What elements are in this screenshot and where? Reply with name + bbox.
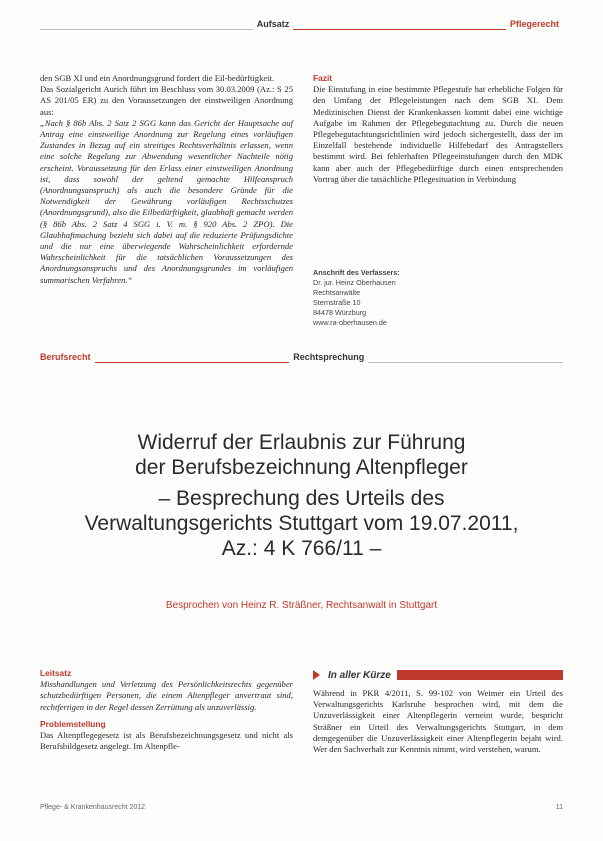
- leitsatz-heading: Leitsatz: [40, 668, 72, 678]
- author-line: Sternstraße 10: [313, 298, 361, 307]
- upper-left-column: [40, 73, 293, 286]
- paragraph: den SGB XI und ein Anordnungsgrund fordert die Eil-bedürftigkeit.: [40, 73, 275, 83]
- subtitle-line: Verwaltungsgerichts Stuttgart vom 19.07.2011,: [84, 512, 519, 535]
- paragraph: Das Sozialgericht Aurich führt im Beschluss vom 30.03.2009 (Az.: S 25 AS 201/05 ER) zu den Voraussetzungen der einstweiligen Anordnung aus:: [40, 84, 293, 117]
- kurz-paragraph: Während in PKR 4/2011, S. 99-102 von Weimer ein Urteil des Verwaltungsgerichts Karlsruhe besprochen wird, mit dem die Unzuverlässigkeit einer Altenpflegerin verneint wurde, bespricht Sträßner ein Urteil des Verwaltungsgerichts Stuttgart, in dem demgegenüber die Unzuverlässigkeit einer Altenpflegerin bejaht wird. Wer den Sachverhalt zur Kenntnis nimmt, wird verstehen, warum.: [313, 688, 563, 755]
- author-heading: Anschrift des Verfassers:: [313, 268, 400, 277]
- author-line: 84478 Würzburg: [313, 308, 367, 317]
- section-tag-rechtsprechung: Rechtsprechung: [293, 352, 365, 362]
- arrow-icon: [313, 670, 320, 680]
- fazit-text: Die Einstufung in eine bestimmte Pflegestufe hat erhebliche Folgen für den Umfang der Pflegeleistungen nach dem SGB XI. Dem Medizinischen Dienst der Krankenkassen kommt dabei eine wichtige Aufgabe im Rahmen der Pflegebegutachtung zu. Durch die neuen Pflegebegutachtungsrichtlinien wird jedoch sichergestellt, dass der im Einzelfall bestehende individuelle Hilfebedarf des Antragstellers bestimmt wird. Bei fehlerhaften Pflegeeinstufungen durch den MDK kann aber auch der Pflegebedürftige durch einen entsprechenden Vortrag über die tatsächliche Pflegesituation in Verbindung: [313, 84, 563, 184]
- title-line: Widerruf der Erlaubnis zur Führung: [137, 431, 466, 454]
- subtitle-line: – Besprechung des Urteils des: [158, 487, 445, 510]
- author-line: Dr. jur. Heinz Oberhausen: [313, 278, 396, 287]
- quote-paragraph: „Nach § 86b Abs. 2 Satz 2 SGG kann das Gericht der Hauptsache auf Antrag eine einstweilige Anordnung zur Regelung eines vorläufigen Zustandes in Bezug auf ein streitiges Rechtsverhältnis erlassen, wenn eine solche Regelung zur Abwendung wesentlicher Nachteile nötig erscheint. Voraussetzung für den Erlass einer einstweiligen Anordnung ist, dass sowohl der geltend gemachte Hilfeanspruch (Anordnungsanspruch) als auch die besondere Gründe für die Notwendigkeit der Gewährung vorläufigen Rechtsschutzes (Anordnungsgrund), also die Eilbedürftigkeit, glaubhaft gemacht werden (§ 86b Abs. 2 Satz 4 SGG i. V. m. § 920 Abs. 2 ZPO). Die Glaubhaftmachung bezieht sich dabei auf die reduzierte Prüfungsdichte und die nur eine überwiegende Wahrscheinlichkeit erfordernde Wahrscheinlichkeit für die tatsächlichen Voraussetzungen des Anordnungsanspruchs und des Anordnungsgrundes im vorläufigen summarischen Verfahren.“: [40, 117, 293, 285]
- section-header: [40, 349, 563, 363]
- author-address: [313, 268, 563, 328]
- subtitle-line: Az.: 4 K 766/11 –: [221, 537, 382, 560]
- problemstellung-heading: Problemstellung: [40, 718, 106, 729]
- upper-right-column: [313, 73, 563, 185]
- problemstellung-text: Das Altenpflegegesetz ist als Berufsbezeichnungsgesetz und nicht als Berufsbildgesetz angelegt. Im Altenpfle-: [40, 730, 293, 752]
- author-line: Rechtsanwälte: [313, 288, 361, 297]
- article-subtitle: [40, 486, 563, 561]
- footer-journal: Pflege- & Krankenhausrecht 2012: [40, 804, 146, 811]
- author-website[interactable]: www.ra-oberhausen.de: [313, 318, 387, 327]
- header-rule-right: [293, 22, 506, 30]
- in-aller-kuerze-header: [313, 668, 563, 682]
- leitsatz-text: Misshandlungen und Verletzung des Persönlichkeitsrechts gegenüber schutzbedürftigen Personen, die einem Altenpfleger anvertraut sind, rechtfertigen in der Regel dessen Zerrüttung als unzuverlässig.: [40, 679, 293, 712]
- header-rule-left: [40, 22, 253, 30]
- header-tag-aufsatz: Aufsatz: [256, 19, 290, 29]
- title-line: der Berufsbezeichnung Altenpfleger: [135, 456, 468, 479]
- page-number: 11: [555, 804, 563, 811]
- lower-left-column: [40, 668, 293, 752]
- top-header: [40, 16, 563, 30]
- fazit-heading: Fazit: [313, 73, 333, 83]
- section-rule-left: [95, 355, 290, 363]
- red-bar: [397, 670, 563, 680]
- header-tag-pflegerecht: Pflegerecht: [509, 19, 560, 29]
- byline: Besprochen von Heinz R. Sträßner, Rechtsanwalt in Stuttgart: [165, 600, 438, 611]
- in-aller-kuerze-label: In aller Kürze: [322, 670, 397, 681]
- section-tag-berufsrecht: Berufsrecht: [40, 352, 91, 362]
- in-aller-kuerze-text: [313, 688, 563, 755]
- article-title: [40, 430, 563, 480]
- section-rule-right: [368, 355, 563, 363]
